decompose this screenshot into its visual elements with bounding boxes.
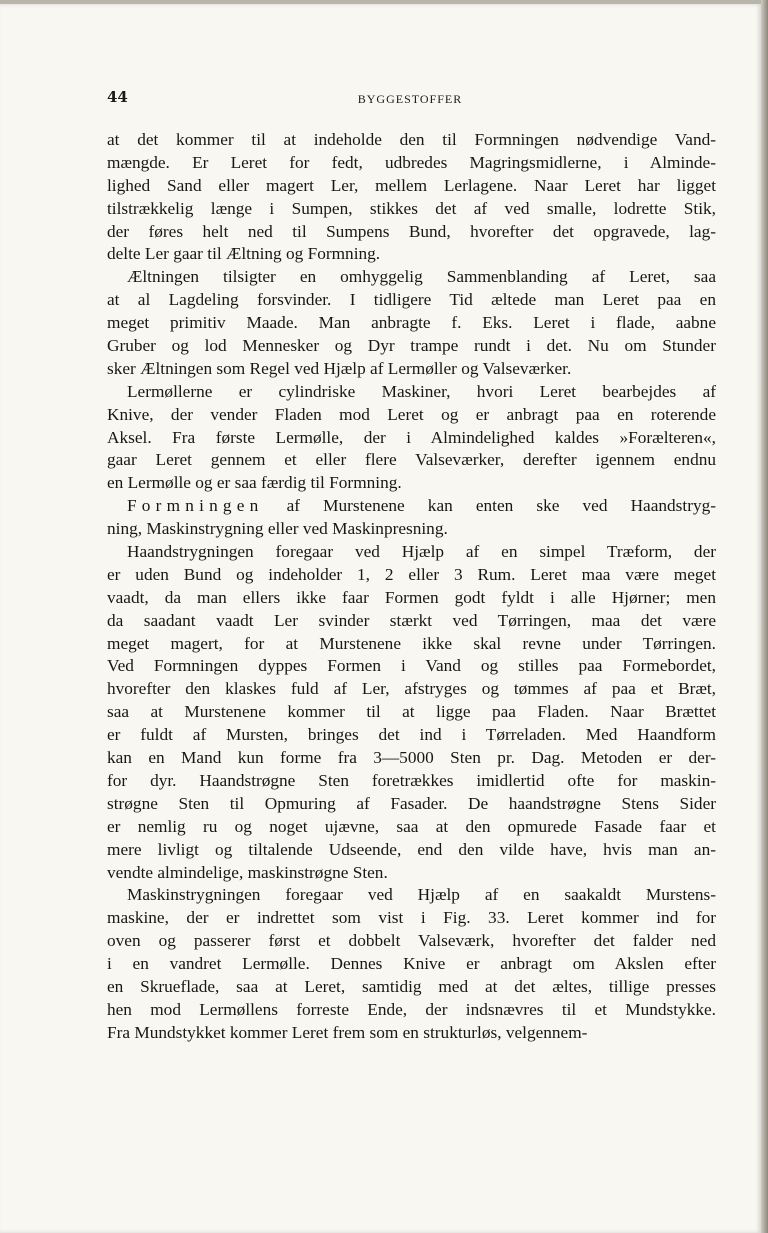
text-line: saa at Murstenene kommer til at ligge paa Fladen. Naar Brættet <box>107 702 716 722</box>
text-line: vendte almindelige, maskinstrøgne Sten. <box>107 862 388 882</box>
paragraph <box>107 884 716 1044</box>
text-line: en Skrueflade, saa at Leret, samtidig med at det æltes, tillige presses <box>107 976 716 996</box>
text-line: hen mod Lermøllens forreste Ende, der indsnævres til et Mundstykke. <box>107 999 716 1019</box>
text-line: Fra Mundstykket kommer Leret frem som en strukturløs, velgennem- <box>107 1022 588 1042</box>
line-rest: af Murstenene kan enten ske ved Haandstryg- <box>263 496 716 516</box>
text-line: hvorefter den klaskes fuld af Ler, afstryges og tømmes af paa et Bræt, <box>107 679 716 699</box>
text-line: for dyr. Haandstrøgne Sten foretrækkes imidlertid ofte for maskin- <box>107 770 716 790</box>
text-line: gaar Leret gennem et eller flere Valseværker, derefter igennem endnu <box>107 450 716 470</box>
text-line: at det kommer til at indeholde den til Formningen nødvendige Vand- <box>107 130 716 149</box>
text-line: mere livligt og tiltalende Udseende, end den vilde have, hvis man an- <box>107 839 716 859</box>
text-line: tilstrækkelig længe i Sumpen, stikkes det af ved smalle, lodrette Stik, <box>107 198 716 218</box>
text-line: er nemlig ru og noget ujævne, saa at den opmurede Fasade faar et <box>107 816 716 836</box>
running-title: BYGGESTOFFER <box>357 92 463 106</box>
text-line: Lermøllerne er cylindriske Maskiner, hvori Leret bearbejdes af <box>127 381 716 401</box>
text-line: strøgne Sten til Opmuring af Fasader. De haandstrøgne Stens Sider <box>107 793 716 813</box>
text-line: Maskinstrygningen foregaar ved Hjælp af en saakaldt Murstens- <box>127 885 716 905</box>
scan-edge-right <box>761 0 768 1233</box>
text-line: Æltningen tilsigter en omhyggelig Sammenblanding af Leret, saa <box>127 267 716 287</box>
text-line: en Lermølle og er saa færdig til Formning. <box>107 473 402 493</box>
text-line: kan en Mand kun forme fra 3—5000 Sten pr. Dag. Metoden er der- <box>107 748 716 768</box>
paragraph <box>107 381 716 495</box>
text-line: Gruber og lod Mennesker og Dyr trampe rundt i det. Nu om Stunder <box>107 336 716 356</box>
text-line: er fuldt af Mursten, bringes det ind i Tørreladen. Med Haandform <box>107 725 716 745</box>
text-line: Haandstrygningen foregaar ved Hjælp af en simpel Træform, der <box>127 542 716 562</box>
text-line: sker Æltningen som Regel ved Hjælp af Lermøller og Valseværker. <box>107 358 572 378</box>
text-line: lighed Sand eller magert Ler, mellem Lerlagene. Naar Leret har ligget <box>107 175 716 195</box>
paragraph <box>107 129 716 266</box>
text-line: Ved Formningen dyppes Formen i Vand og stilles paa Formebordet, <box>107 656 716 676</box>
body-text <box>107 129 716 1045</box>
text-line: Knive, der vender Fladen mod Leret og er anbragt paa en roterende <box>107 404 716 424</box>
page-number: 44 <box>107 88 128 106</box>
paragraph <box>107 495 716 541</box>
paragraph <box>107 266 716 380</box>
text-line: oven og passerer først et dobbelt Valseværk, hvorefter det falder ned <box>107 931 716 951</box>
text-line: meget magert, for at Murstenene ikke skal revne under Tørringen. <box>107 633 716 653</box>
text-line: er uden Bund og indeholder 1, 2 eller 3 Rum. Leret maa være meget <box>107 564 716 584</box>
text-line: i en vandret Lermølle. Dennes Knive er anbragt om Akslen efter <box>107 954 716 974</box>
text-line: at al Lagdeling forsvinder. I tidligere Tid æltede man Leret paa en <box>107 290 716 310</box>
text-line: meget primitiv Maade. Man anbragte f. Eks. Leret i flade, aabne <box>107 313 716 333</box>
text-line: maskine, der er indrettet som vist i Fig. 33. Leret kommer ind for <box>107 908 716 928</box>
text-line: vaadt, da man ellers ikke faar Formen godt fyldt i alle Hjørner; men <box>107 587 716 607</box>
text-line: mængde. Er Leret for fedt, udbredes Magringsmidlerne, i Alminde- <box>107 152 716 172</box>
text-line: delte Ler gaar til Æltning og Formning. <box>107 244 381 264</box>
text-line: ning, Maskinstrygning eller ved Maskinpresning. <box>107 519 448 539</box>
text-line: da saadant vaadt Ler svinder stærkt ved Tørringen, maa det være <box>107 610 716 630</box>
text-line <box>107 495 716 518</box>
paragraph <box>107 541 716 884</box>
text-line: Aksel. Fra første Lermølle, der i Almindelighed kaldes »Forælteren«, <box>107 427 716 447</box>
spaced-emphasis: Formningen <box>127 496 264 516</box>
text-line: der føres helt ned til Sumpens Bund, hvorefter det opgravede, lag- <box>107 221 716 241</box>
